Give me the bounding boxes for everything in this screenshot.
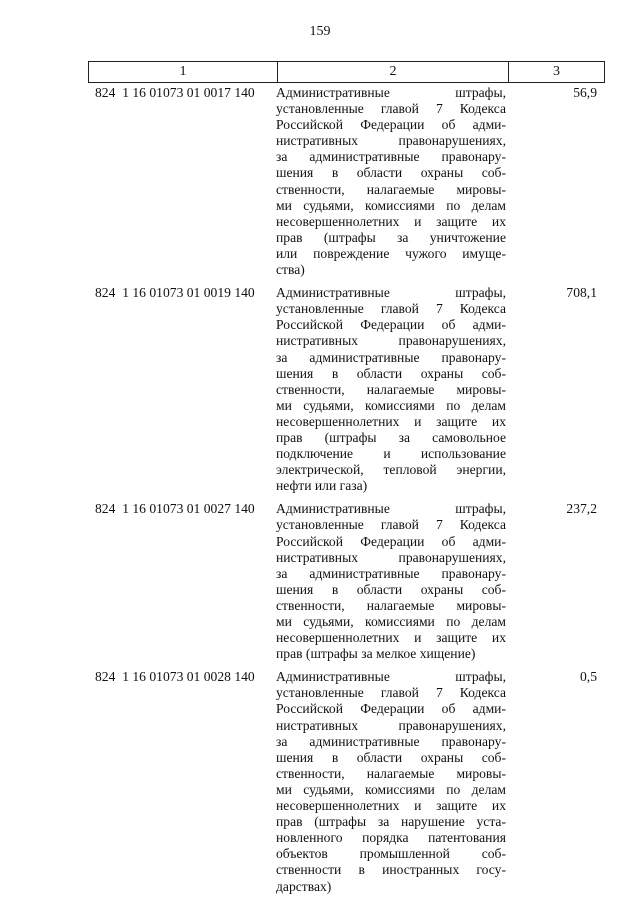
description-line: шения в области охраны соб- [276, 749, 506, 765]
description-line: несовершеннолетних и защите их [276, 213, 506, 229]
table-row [88, 85, 601, 278]
description-line: Административные штрафы, [276, 501, 506, 517]
description-line: или повреждение чужого имуще- [276, 245, 506, 261]
description-line: прав (штрафы за самовольное [276, 429, 506, 445]
description-line: объектов промышленной соб- [276, 846, 506, 862]
description-line: нистративных правонарушениях, [276, 717, 506, 733]
description-line: дарствах) [276, 878, 332, 894]
description-line: нистративных правонарушениях, [276, 333, 506, 349]
description-line: нистративных правонарушениях, [276, 133, 506, 149]
description-line: ми судьями, комиссиями по делам [276, 614, 506, 629]
budget-classification-code: 824 1 16 01073 01 0027 140 [95, 501, 255, 517]
amount-value: 708,1 [566, 285, 597, 301]
budget-classification-code: 824 1 16 01073 01 0017 140 [95, 85, 255, 100]
description-line: прав (штрафы за нарушение уста- [276, 814, 506, 830]
description-line: установленные главой 7 Кодекса [276, 101, 506, 117]
description-line: шения в области охраны соб- [276, 165, 506, 181]
revenue-description [276, 85, 506, 278]
amount-value: 0,5 [580, 669, 597, 685]
revenue-description [276, 501, 506, 662]
description-line: ми судьями, комиссиями по делам [276, 397, 506, 413]
description-line: ства) [276, 262, 305, 278]
column-header-row [89, 62, 605, 83]
description-line: несовершеннолетних и защите их [276, 413, 506, 429]
description-line: шения в области охраны соб- [276, 581, 506, 597]
description-line: Российской Федерации об адми- [276, 317, 506, 333]
description-line: ми судьями, комиссиями по делам [276, 197, 506, 213]
description-line: ственности, налагаемые мировы- [276, 381, 506, 397]
table-row [88, 669, 601, 894]
description-line: ми судьями, комиссиями по делам [276, 781, 506, 797]
column-header-2: 2 [278, 62, 509, 83]
revenue-description [276, 669, 506, 894]
description-line: Административные штрафы, [276, 669, 506, 685]
description-line: ственности, налагаемые мировы- [276, 181, 506, 197]
column-header-3: 3 [509, 62, 605, 83]
description-line: несовершеннолетних и защите их [276, 630, 506, 646]
description-line: несовершеннолетних и защите их [276, 798, 506, 814]
description-line: установленные главой 7 Кодекса [276, 301, 506, 317]
budget-classification-code: 824 1 16 01073 01 0028 140 [95, 669, 255, 685]
description-line: ственности в иностранных госу- [276, 862, 506, 878]
amount-value: 56,9 [573, 85, 597, 100]
description-line: за административные правонару- [276, 565, 506, 581]
description-line: ственности, налагаемые мировы- [276, 597, 506, 613]
column-header-table [88, 61, 605, 83]
description-line: Административные штрафы, [276, 285, 506, 301]
budget-rows [88, 85, 601, 902]
description-line: ственности, налагаемые мировы- [276, 765, 506, 781]
description-line: Российской Федерации об адми- [276, 117, 506, 133]
description-line: установленные главой 7 Кодекса [276, 517, 506, 533]
description-line: Российской Федерации об адми- [276, 533, 506, 549]
description-line: новленного порядка патентования [276, 830, 506, 846]
description-line: Российской Федерации об адми- [276, 701, 506, 717]
table-row [88, 501, 601, 662]
description-line: прав (штрафы за мелкое хищение) [276, 646, 476, 662]
description-line: за административные правонару- [276, 149, 506, 165]
column-header-1: 1 [89, 62, 278, 83]
page-number: 159 [309, 24, 331, 39]
revenue-description [276, 285, 506, 494]
description-line: Административные штрафы, [276, 85, 506, 100]
description-line: электрической, тепловой энергии, [276, 462, 506, 478]
amount-value: 237,2 [566, 501, 597, 517]
budget-classification-code: 824 1 16 01073 01 0019 140 [95, 285, 255, 301]
description-line: прав (штрафы за уничтожение [276, 229, 506, 245]
description-line: установленные главой 7 Кодекса [276, 685, 506, 701]
description-line: нефти или газа) [276, 478, 368, 494]
description-line: шения в области охраны соб- [276, 365, 506, 381]
description-line: за административные правонару- [276, 733, 506, 749]
description-line: за административные правонару- [276, 349, 506, 365]
description-line: нистративных правонарушениях, [276, 549, 506, 565]
description-line: подключение и использование [276, 446, 506, 462]
table-row [88, 285, 601, 494]
